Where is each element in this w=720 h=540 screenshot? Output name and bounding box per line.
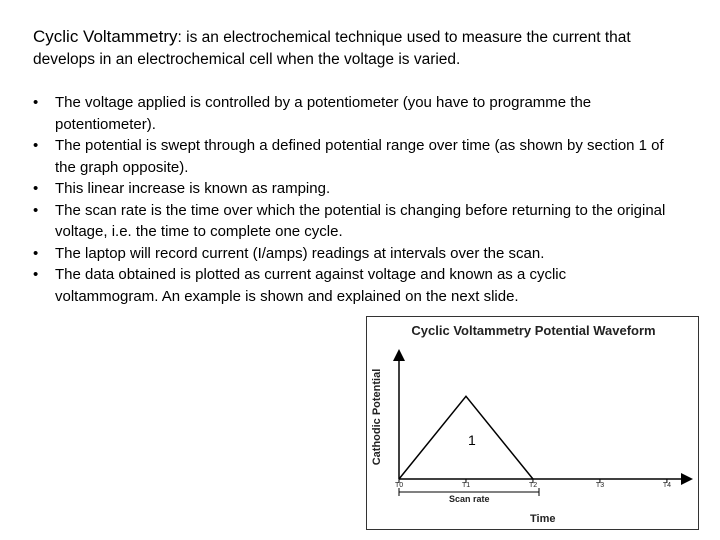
intro-paragraph: [33, 26, 693, 71]
x-tick-label: T4: [662, 482, 672, 489]
bullet-marker: •: [33, 244, 39, 262]
bullet-text: The potential is swept through a defined potential range over time (as shown by section 1 of the graph opposite).: [55, 137, 664, 176]
scan-rate-label: Scan rate: [449, 494, 490, 504]
x-tick-label: T1: [461, 482, 471, 489]
bullet-item: [33, 92, 673, 135]
bullet-text: The laptop will record current (I/amps) readings at intervals over the scan.: [55, 244, 545, 262]
bullet-marker: •: [33, 266, 39, 283]
bullet-item: [33, 135, 673, 178]
bullet-text: The scan rate is the time over which the potential is changing before returning to the original voltage, i.e. the time to complete one cycle.: [55, 201, 666, 240]
intro-text: : is an electrochemical technique used to measure the current that develops in an electrochemical cell when the voltage is varied.: [33, 29, 631, 68]
chart-title: Cyclic Voltammetry Potential Waveform: [411, 323, 656, 338]
potential-waveform-line: [399, 396, 533, 479]
bullet-marker: •: [33, 94, 39, 111]
waveform-chart: [367, 317, 700, 531]
x-tick-label: T3: [595, 482, 605, 489]
bullet-item: [33, 178, 673, 200]
bullet-text: This linear increase is known as ramping.: [55, 180, 331, 197]
y-axis-label: Cathodic Potential: [371, 368, 383, 466]
x-axis-label: Time: [530, 513, 556, 525]
section-1-label: 1: [468, 432, 476, 448]
bullet-text: The voltage applied is controlled by a potentiometer (you have to programme the potentiometer).: [55, 94, 592, 133]
waveform-figure: [366, 316, 699, 530]
x-tick-label: T0: [395, 482, 404, 489]
bullet-marker: •: [33, 137, 39, 154]
bullet-item: [33, 243, 673, 265]
bullet-marker: •: [33, 201, 39, 219]
intro-term: Cyclic Voltammetry: [33, 27, 178, 46]
bullet-marker: •: [33, 180, 39, 197]
x-tick-label: T2: [528, 482, 538, 489]
bullet-item: [33, 200, 673, 243]
bullet-item: [33, 264, 673, 307]
bullet-text: The data obtained is plotted as current against voltage and known as a cyclic voltammogram. An example is shown and explained on the next slide.: [55, 266, 567, 305]
bullet-list: [33, 92, 673, 307]
